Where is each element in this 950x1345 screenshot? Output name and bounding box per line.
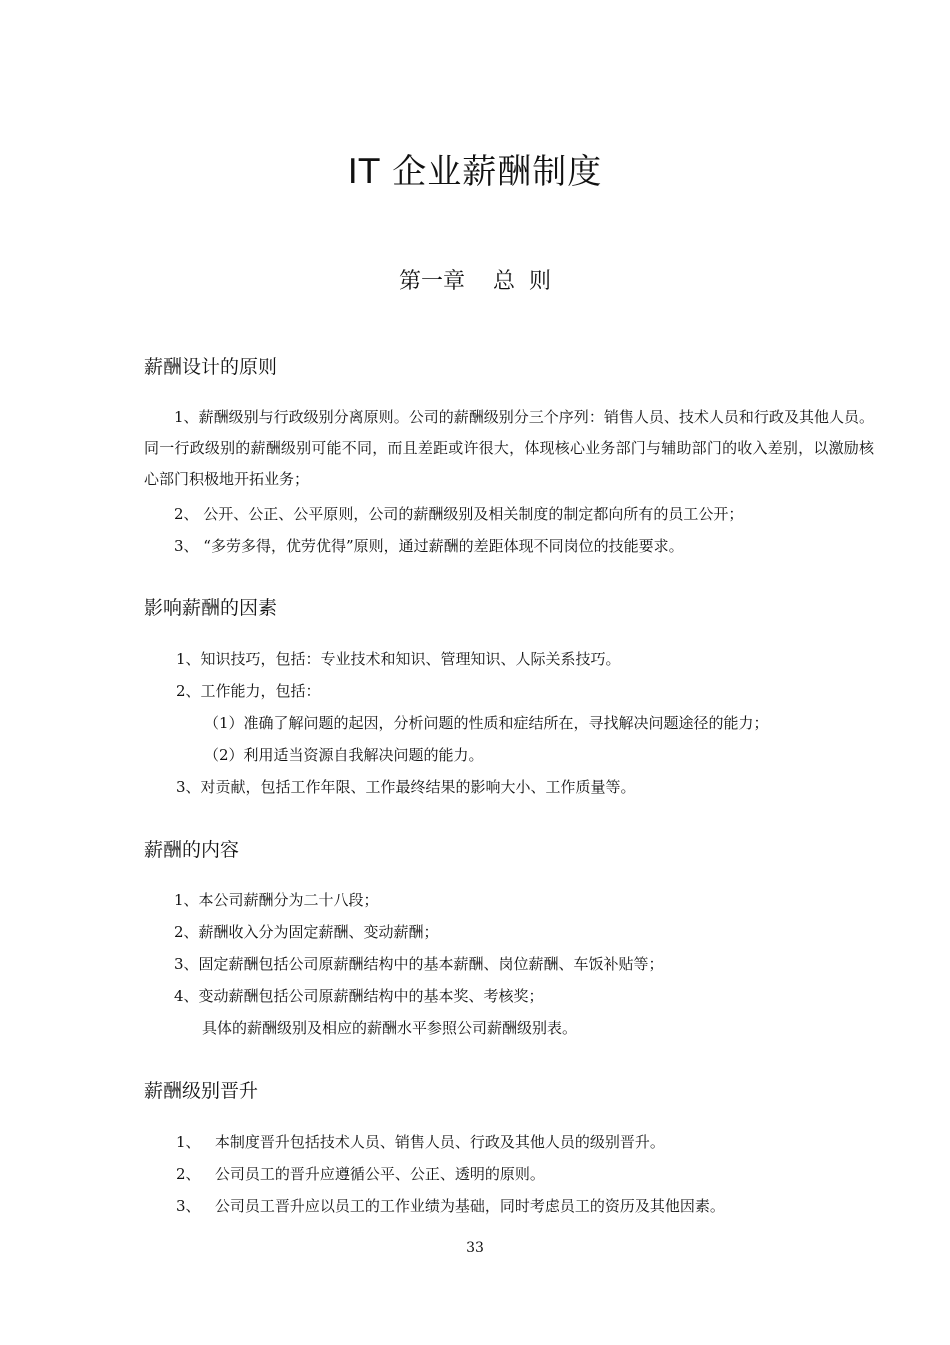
factors-item-2b: （2）利用适当资源自我解决问题的能力。 bbox=[204, 746, 484, 764]
content-item-4: 4、变动薪酬包括公司原薪酬结构中的基本奖、考核奖； bbox=[174, 987, 544, 1005]
content-item-3: 3、固定薪酬包括公司原薪酬结构中的基本薪酬、岗位薪酬、车饭补贴等； bbox=[174, 955, 664, 973]
section-heading-factors: 影响薪酬的因素 bbox=[144, 597, 278, 619]
principles-item-3: 3、 “多劳多得，优劳优得”原则，通过薪酬的差距体现不同岗位的技能要求。 bbox=[174, 537, 684, 555]
factors-item-2: 2、工作能力，包括： bbox=[176, 682, 321, 700]
promotion-item-1: 1、 本制度晋升包括技术人员、销售人员、行政及其他人员的级别晋升。 bbox=[176, 1133, 665, 1151]
content-item-2: 2、薪酬收入分为固定薪酬、变动薪酬； bbox=[174, 923, 439, 941]
promotion-item-3: 3、 公司员工晋升应以员工的工作业绩为基础，同时考虑员工的资历及其他因素。 bbox=[176, 1197, 725, 1215]
factors-item-1: 1、知识技巧，包括：专业技术和知识、管理知识、人际关系技巧。 bbox=[176, 650, 621, 668]
document-title: IT 企业薪酬制度 bbox=[347, 152, 603, 192]
content-note: 具体的薪酬级别及相应的薪酬水平参照公司薪酬级别表。 bbox=[202, 1019, 578, 1037]
factors-item-3: 3、对贡献，包括工作年限、工作最终结果的影响大小、工作质量等。 bbox=[176, 778, 636, 796]
section-heading-promotion: 薪酬级别晋升 bbox=[144, 1080, 259, 1102]
page-number: 33 bbox=[466, 1240, 484, 1256]
section-heading-content: 薪酬的内容 bbox=[144, 839, 240, 861]
promotion-item-2: 2、 公司员工的晋升应遵循公平、公正、透明的原则。 bbox=[176, 1165, 545, 1183]
principles-item-1: 1、薪酬级别与行政级别分离原则。公司的薪酬级别分三个序列：销售人员、技术人员和行政及其他人员。同一行政级别的薪酬级别可能不同，而且差距或许很大，体现核心业务部门与辅助部门的收入差别，以激励核心部门积极地开拓业务； bbox=[144, 408, 874, 488]
content-item-1: 1、本公司薪酬分为二十八段； bbox=[174, 891, 379, 909]
factors-item-2a: （1）准确了解问题的起因，分析问题的性质和症结所在，寻找解决问题途径的能力； bbox=[204, 714, 769, 732]
chapter-title: 第一章 总 则 bbox=[399, 269, 551, 294]
section-heading-principles: 薪酬设计的原则 bbox=[144, 356, 278, 378]
principles-item-2: 2、 公开、公正、公平原则，公司的薪酬级别及相关制度的制定都向所有的员工公开； bbox=[174, 505, 744, 523]
